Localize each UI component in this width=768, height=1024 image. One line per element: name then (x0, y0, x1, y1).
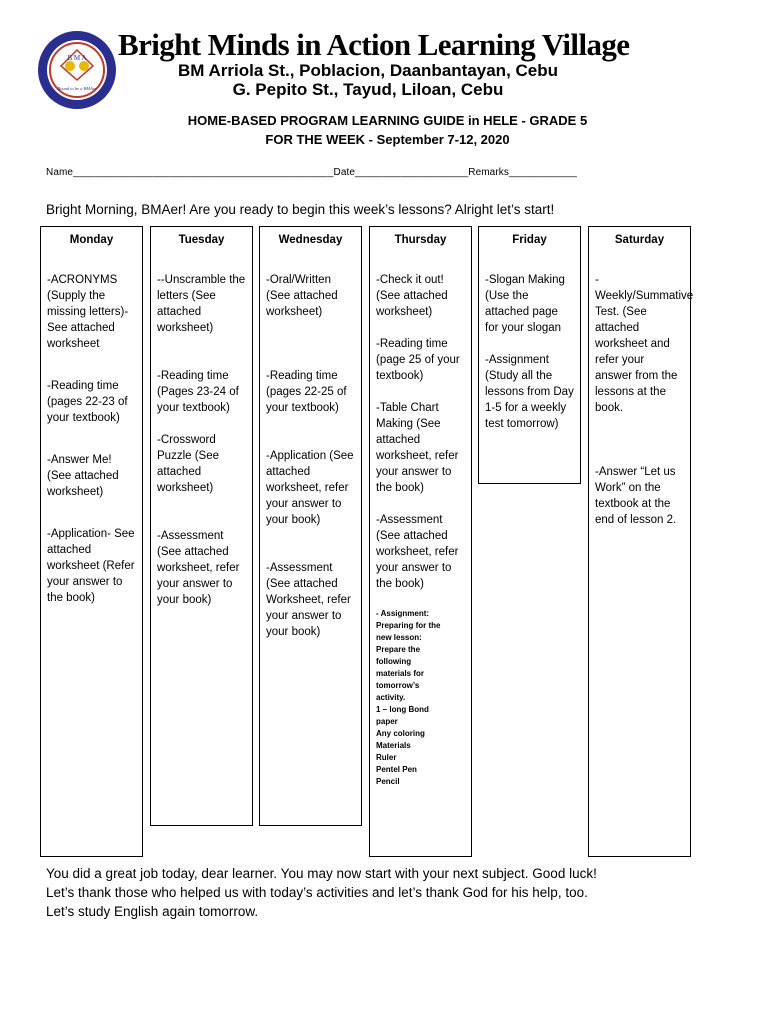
note-line: following (376, 657, 412, 666)
assignment-note (376, 608, 465, 788)
school-name: Bright Minds in Action Learning Village (118, 27, 630, 62)
school-address-1: BM Arriola St., Poblacion, Daanbantayan, Cebu (177, 61, 559, 80)
closing-line: You did a great job today, dear learner. You may now start with your next subject. Good luck! (46, 866, 597, 881)
day-name: Tuesday (178, 234, 225, 246)
activity-entry: -Reading time (Pages 23-24 of your textbook) (157, 370, 239, 414)
activity-entry: -Answer Me! (See attached worksheet) (47, 454, 119, 498)
note-line: Pentel Pen (376, 765, 417, 774)
note-line: Materials (376, 741, 411, 750)
day-name: Wednesday (278, 234, 343, 246)
activity-entry: -Application- See attached worksheet (Refer your answer to the book) (47, 528, 135, 604)
day-column-tuesday (150, 226, 253, 826)
activity-entry: - Weekly/Summative Test. (See attached worksheet and refer your answer from the lessons at the book. (595, 274, 694, 414)
activity-entry: -Reading time (pages 22-25 of your textbook) (266, 370, 347, 414)
activity-entry: -Application (See attached worksheet, refer your answer to your book) (266, 450, 354, 526)
logo-motto: Bound to be a BMAer (57, 86, 97, 91)
note-line: Prepare the (376, 645, 421, 654)
day-name: Friday (512, 234, 547, 246)
day-name: Thursday (394, 234, 447, 246)
activity-entry: -Answer “Let us Work” on the textbook at the end of lesson 2. (595, 466, 677, 526)
note-line: 1 – long Bond (376, 705, 429, 714)
note-line: new lesson: (376, 633, 422, 642)
activity-entry: -Assessment (See attached worksheet, refer your answer to your book) (157, 530, 240, 606)
school-logo (37, 30, 117, 110)
closing-line: Let’s study English again tomorrow. (46, 904, 259, 919)
closing-message (46, 864, 597, 921)
note-line: activity. (376, 693, 406, 702)
logo-initials: B M A (67, 54, 87, 62)
greeting: Bright Morning, BMAer! Are you ready to begin this week’s lessons? Alright let’s start! (46, 202, 555, 217)
day-name: Saturday (614, 234, 665, 246)
activity-entry: -Reading time (pages 22-23 of your textbook) (47, 380, 128, 424)
note-line: paper (376, 717, 398, 726)
day-name: Monday (69, 234, 114, 246)
activity-entry: -Assignment (Study all the lessons from Day 1-5 for a weekly test tomorrow) (485, 354, 574, 430)
name-date-remarks-line: Name______________________________________________Date____________________Remarks____________ (46, 167, 577, 178)
activity-entry: -Slogan Making (Use the attached page for your slogan (485, 274, 565, 334)
activity-entry: -ACRONYMS (Supply the missing letters)- See attached worksheet (47, 274, 129, 350)
activity-entry: -Oral/Written (See attached worksheet) (266, 274, 338, 318)
day-column-monday (40, 226, 143, 857)
day-column-wednesday (259, 226, 362, 826)
note-line: - Assignment: (376, 609, 430, 618)
note-line: Any coloring (376, 729, 425, 738)
guide-title: HOME-BASED PROGRAM LEARNING GUIDE in HELE - GRADE 5 (187, 113, 588, 128)
note-line: tomorrow’s (376, 681, 420, 690)
activity-entry: -Assessment (See attached Worksheet, refer your answer to your book) (266, 562, 351, 638)
closing-line: Let’s thank those who helped us with today’s activities and let’s thank God for his help, too. (46, 885, 588, 900)
school-address-2: G. Pepito St., Tayud, Liloan, Cebu (232, 80, 504, 99)
day-column-thursday (369, 226, 472, 857)
activity-entry: -Check it out! (See attached worksheet) (376, 274, 448, 318)
note-line: Preparing for the (376, 621, 441, 630)
activity-entry: -Crossword Puzzle (See attached worksheet) (157, 434, 220, 494)
day-column-saturday (588, 226, 694, 857)
activity-entry: -Table Chart Making (See attached worksheet, refer your answer to the book) (376, 402, 459, 494)
note-line: Pencil (376, 777, 400, 786)
week-title: FOR THE WEEK - September 7-12, 2020 (265, 132, 510, 147)
activity-entry: -Reading time (page 25 of your textbook) (376, 338, 460, 382)
activity-entry: -Assessment (See attached worksheet, refer your answer to the book) (376, 514, 459, 590)
note-line: Ruler (376, 753, 397, 762)
note-line: materials for (376, 669, 425, 678)
activity-entry: --Unscramble the letters (See attached worksheet) (157, 274, 246, 334)
day-column-friday (478, 226, 581, 484)
